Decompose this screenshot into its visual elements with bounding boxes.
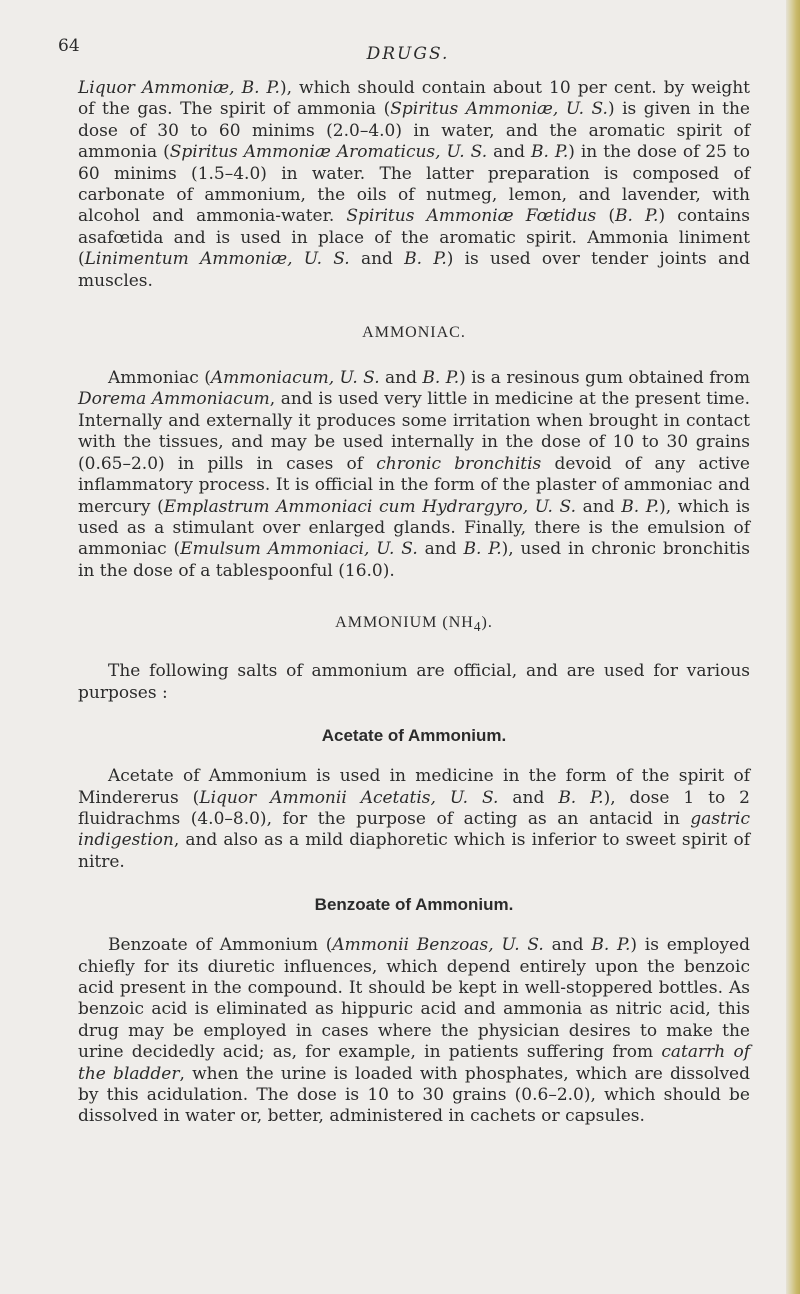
pharmacopoeia-ref: B. P.	[615, 206, 659, 227]
heading-ammonium	[78, 614, 750, 635]
latin-name: Ammoniacum, U. S.	[210, 368, 380, 389]
text-run: ) is employed chiefly for its diuretic influences, which depend entirely upon the benzoic acid present in the compound. It should be kept in well-stoppered bottles. As benzoic acid is eliminated as hippuric acid and ammonia as nitric acid, this drug may be employed in cases where the physician desires to make the urine decidedly acid; as, for example, in patients suffering from	[78, 935, 750, 1063]
running-head: DRUGS.	[366, 44, 450, 64]
text-run: AMMONIUM (NH	[335, 614, 474, 632]
text-run: and	[543, 935, 592, 956]
text-run: ) is a resinous gum obtained from	[459, 368, 750, 389]
pharmacopoeia-ref: B. P.	[531, 142, 569, 163]
page-header	[58, 36, 758, 66]
pharmacopoeia-ref: B. P.	[422, 368, 460, 389]
paragraph-liquor-ammoniae	[78, 78, 750, 292]
paragraph-acetate	[78, 766, 750, 873]
latin-name: Dorema Ammoniacum	[78, 389, 270, 410]
text-run: and	[349, 249, 405, 270]
text-run: ) in the dose of 25 to 60 minims (1.5–4.0) in water. The latter preparation is composed of carbonate of ammonium, the oils of nutmeg, lemon, and lavender, with alcohol and ammonia-water.	[78, 142, 751, 227]
paragraph-ammoniac	[78, 368, 750, 582]
latin-name: Linimentum Ammoniæ, U. S.	[84, 249, 350, 270]
latin-name: Spiritus Ammoniæ, U. S.	[390, 99, 608, 120]
text-run: , when the urine is loaded with phosphates, which are dissolved by this acidulation. The dose is 10 to 30 grains (0.6–2.0), which should be dissolved in water or, better, administered in cachets or capsules.	[78, 1063, 750, 1127]
heading-ammoniac: AMMONIAC.	[362, 324, 466, 342]
text-run: (	[596, 206, 616, 227]
latin-name: Liquor Ammoniæ, B. P.	[78, 78, 280, 98]
pharmacopoeia-ref: B. P.	[463, 539, 502, 560]
text-run: and	[379, 368, 423, 389]
latin-name: Emulsum Ammoniaci, U. S.	[180, 539, 418, 560]
latin-name: Liquor Ammonii Acetatis, U. S.	[199, 787, 499, 808]
text-run: ) is given in the dose of 30 to 60 minims (2.0–4.0) in water, and the aromatic spirit of ammonia (	[78, 99, 750, 163]
pharmacopoeia-ref: B. P.	[404, 249, 447, 270]
text-run: ), used in chronic bronchitis in the dose of a tablespoonful (16.0).	[78, 539, 750, 581]
text-run: ), dose 1 to 2 fluidrachms (4.0–8.0), for the purpose of acting as an antacid in	[78, 787, 750, 829]
text-run: and	[576, 496, 622, 517]
latin-name: Emplastrum Ammoniaci cum Hydrargyro, U. S.	[163, 496, 576, 517]
emphasis: chronic bronchitis	[376, 453, 542, 474]
text-run: ), which is used as a stimulant over enlarged glands. Finally, there is the emulsion of ammoniac (	[78, 496, 750, 560]
text-run: ), which should contain about 10 per cent. by weight of the gas. The spirit of ammonia (	[78, 78, 750, 120]
text-run: ).	[481, 614, 493, 632]
text-run: devoid of any active inflammatory process. It is official in the form of the plaster of ammoniac and mercury (	[78, 453, 750, 517]
paragraph-ammonium-salts: The following salts of ammonium are official, and are used for various purposes :	[78, 661, 750, 703]
text-run: and	[498, 787, 559, 808]
pharmacopoeia-ref: B. P.	[558, 787, 604, 808]
pharmacopoeia-ref: B. P.	[621, 496, 660, 517]
text-run: Ammoniac (	[108, 368, 211, 389]
page-edge	[786, 0, 800, 1294]
heading-benzoate: Benzoate of Ammonium.	[314, 895, 514, 915]
latin-name: Spiritus Ammoniæ Fœtidus	[346, 206, 597, 227]
pharmacopoeia-ref: B. P.	[591, 935, 631, 956]
page-body	[78, 78, 750, 1128]
heading-acetate: Acetate of Ammonium.	[321, 726, 507, 746]
text-run: Acetate of Ammonium is used in medicine in the form of the spirit of Mindererus (	[78, 766, 750, 808]
text-run: , and also as a mild diaphoretic which is inferior to sweet spirit of nitre.	[78, 830, 750, 872]
text-run: ) contains asafœtida and is used in place of the aromatic spirit. Ammonia liniment (	[78, 206, 750, 270]
text-run: , and is used very little in medicine at the present time. Internally and externally it produces some irritation when brought in contact with the tissues, and may be used internally in the dose of 10 to 30 grains (0.65–2.0) in pills in cases of	[78, 389, 750, 474]
text-run: and	[487, 142, 531, 163]
text-run: and	[417, 539, 464, 560]
emphasis: catarrh of the bladder	[78, 1042, 750, 1084]
subscript: 4	[473, 619, 482, 635]
text-run: ) is used over tender joints and muscles.	[78, 249, 750, 291]
emphasis: gastric indigestion	[78, 808, 750, 851]
latin-name: Spiritus Ammoniæ Aromaticus, U. S.	[169, 142, 488, 163]
page-number: 64	[58, 36, 80, 56]
paragraph-benzoate	[78, 935, 750, 1128]
text-run: Benzoate of Ammonium (	[108, 935, 333, 956]
latin-name: Ammonii Benzoas, U. S.	[332, 935, 544, 956]
